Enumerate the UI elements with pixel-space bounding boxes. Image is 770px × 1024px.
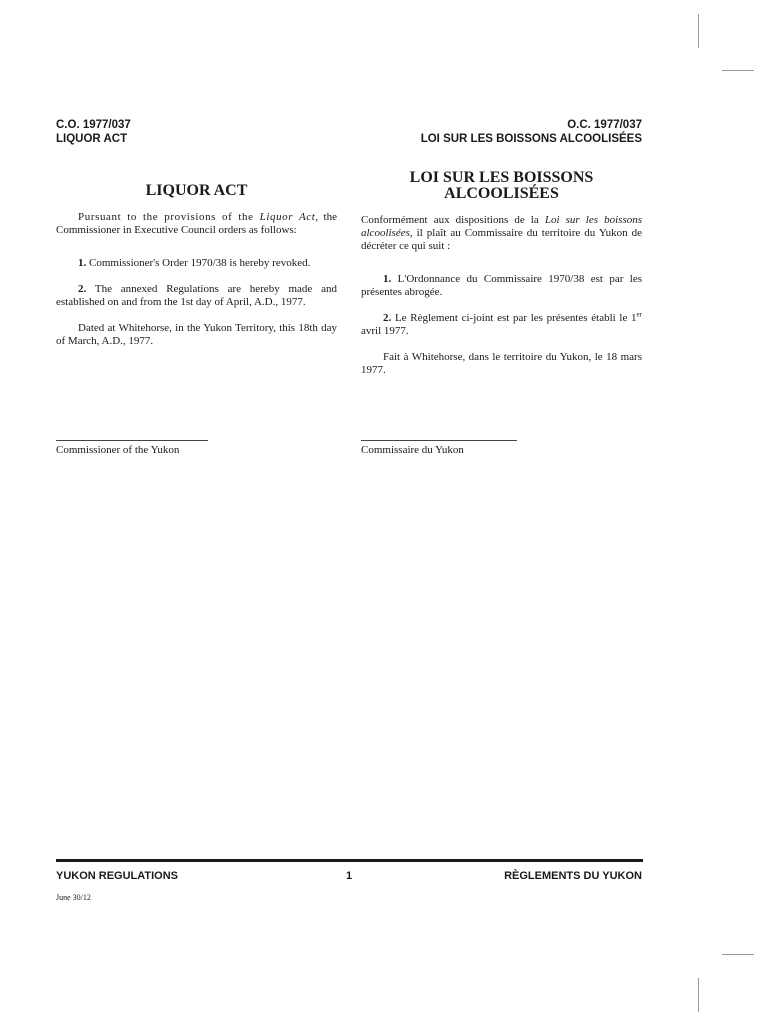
crop-mark-bottom-right-vertical <box>698 978 699 1012</box>
english-title: LIQUOR ACT <box>145 182 248 199</box>
french-section-2-number: 2. <box>383 312 392 324</box>
english-dated: Dated at Whitehorse, in the Yukon Territory, this 18th day of March, A.D., 1977. <box>56 322 337 347</box>
french-preamble-after: , il plaît au Commissaire du territoire du Yukon de décréter ce qui suit : <box>361 227 642 252</box>
french-signature-block <box>361 440 517 457</box>
english-preamble-act: Liquor Act <box>259 211 316 223</box>
french-dated: Fait à Whitehorse, dans le territoire du Yukon, le 18 mars 1977. <box>361 351 642 376</box>
english-column <box>56 170 337 348</box>
french-section-2 <box>361 312 642 338</box>
footer-rule <box>56 859 643 862</box>
french-section-1-text: L'Ordonnance du Commissaire 1970/38 est par les présentes abrogée. <box>361 273 642 298</box>
english-section-1-text: Commissioner's Order 1970/38 is hereby revoked. <box>86 257 311 269</box>
english-section-1-number: 1. <box>78 257 87 269</box>
english-signature-line <box>56 440 208 441</box>
page-number: 1 <box>346 870 353 882</box>
english-preamble <box>56 211 337 237</box>
french-section-2-text-after: avril 1977. <box>361 325 409 337</box>
french-section-2-superscript: er <box>636 310 642 319</box>
english-section-1 <box>56 257 337 270</box>
header-order-number-fr: O.C. 1977/037 <box>567 119 642 131</box>
english-signature-block <box>56 440 208 457</box>
french-title-line-2: ALCOOLISÉES <box>444 185 559 202</box>
crop-mark-top-right-vertical <box>698 14 699 48</box>
english-preamble-after: , the Commissioner in Executive Council orders as follows: <box>56 211 337 236</box>
french-title-line-1: LOI SUR LES BOISSONS <box>409 169 594 186</box>
english-section-2 <box>56 283 337 309</box>
french-signature-label: Commissaire du Yukon <box>361 444 464 456</box>
footer-left-title: YUKON REGULATIONS <box>56 870 179 882</box>
crop-mark-top-right-horizontal <box>722 70 754 71</box>
french-signature-line <box>361 440 517 441</box>
french-preamble <box>361 214 642 253</box>
french-column <box>361 170 642 377</box>
english-section-2-text: The annexed Regulations are hereby made and established on and from the 1st day of April, A.D., 1977. <box>56 283 337 308</box>
header-act-name-fr: LOI SUR LES BOISSONS ALCOOLISÉES <box>420 133 642 145</box>
header-order-number-en: C.O. 1977/037 <box>56 119 131 131</box>
header-act-name-en: LIQUOR ACT <box>56 133 128 145</box>
english-signature-label: Commissioner of the Yukon <box>56 444 180 456</box>
english-preamble-before: Pursuant to the provisions of the <box>78 211 260 223</box>
footer-right-title: RÈGLEMENTS DU YUKON <box>504 870 642 882</box>
french-title <box>361 170 642 202</box>
english-section-2-number: 2. <box>78 283 87 295</box>
french-section-1 <box>361 273 642 299</box>
header-right <box>421 118 642 146</box>
french-preamble-act: Loi sur les boissons alcoolisées <box>361 214 642 239</box>
french-preamble-before: Conformément aux dispositions de la <box>361 214 545 226</box>
date-stamp: June 30/12 <box>56 893 91 902</box>
french-section-1-number: 1. <box>383 273 392 285</box>
header-left <box>56 118 131 146</box>
crop-mark-bottom-right-horizontal <box>722 954 754 955</box>
french-section-2-text-before: Le Règlement ci-joint est par les présentes établi le 1 <box>391 312 637 324</box>
